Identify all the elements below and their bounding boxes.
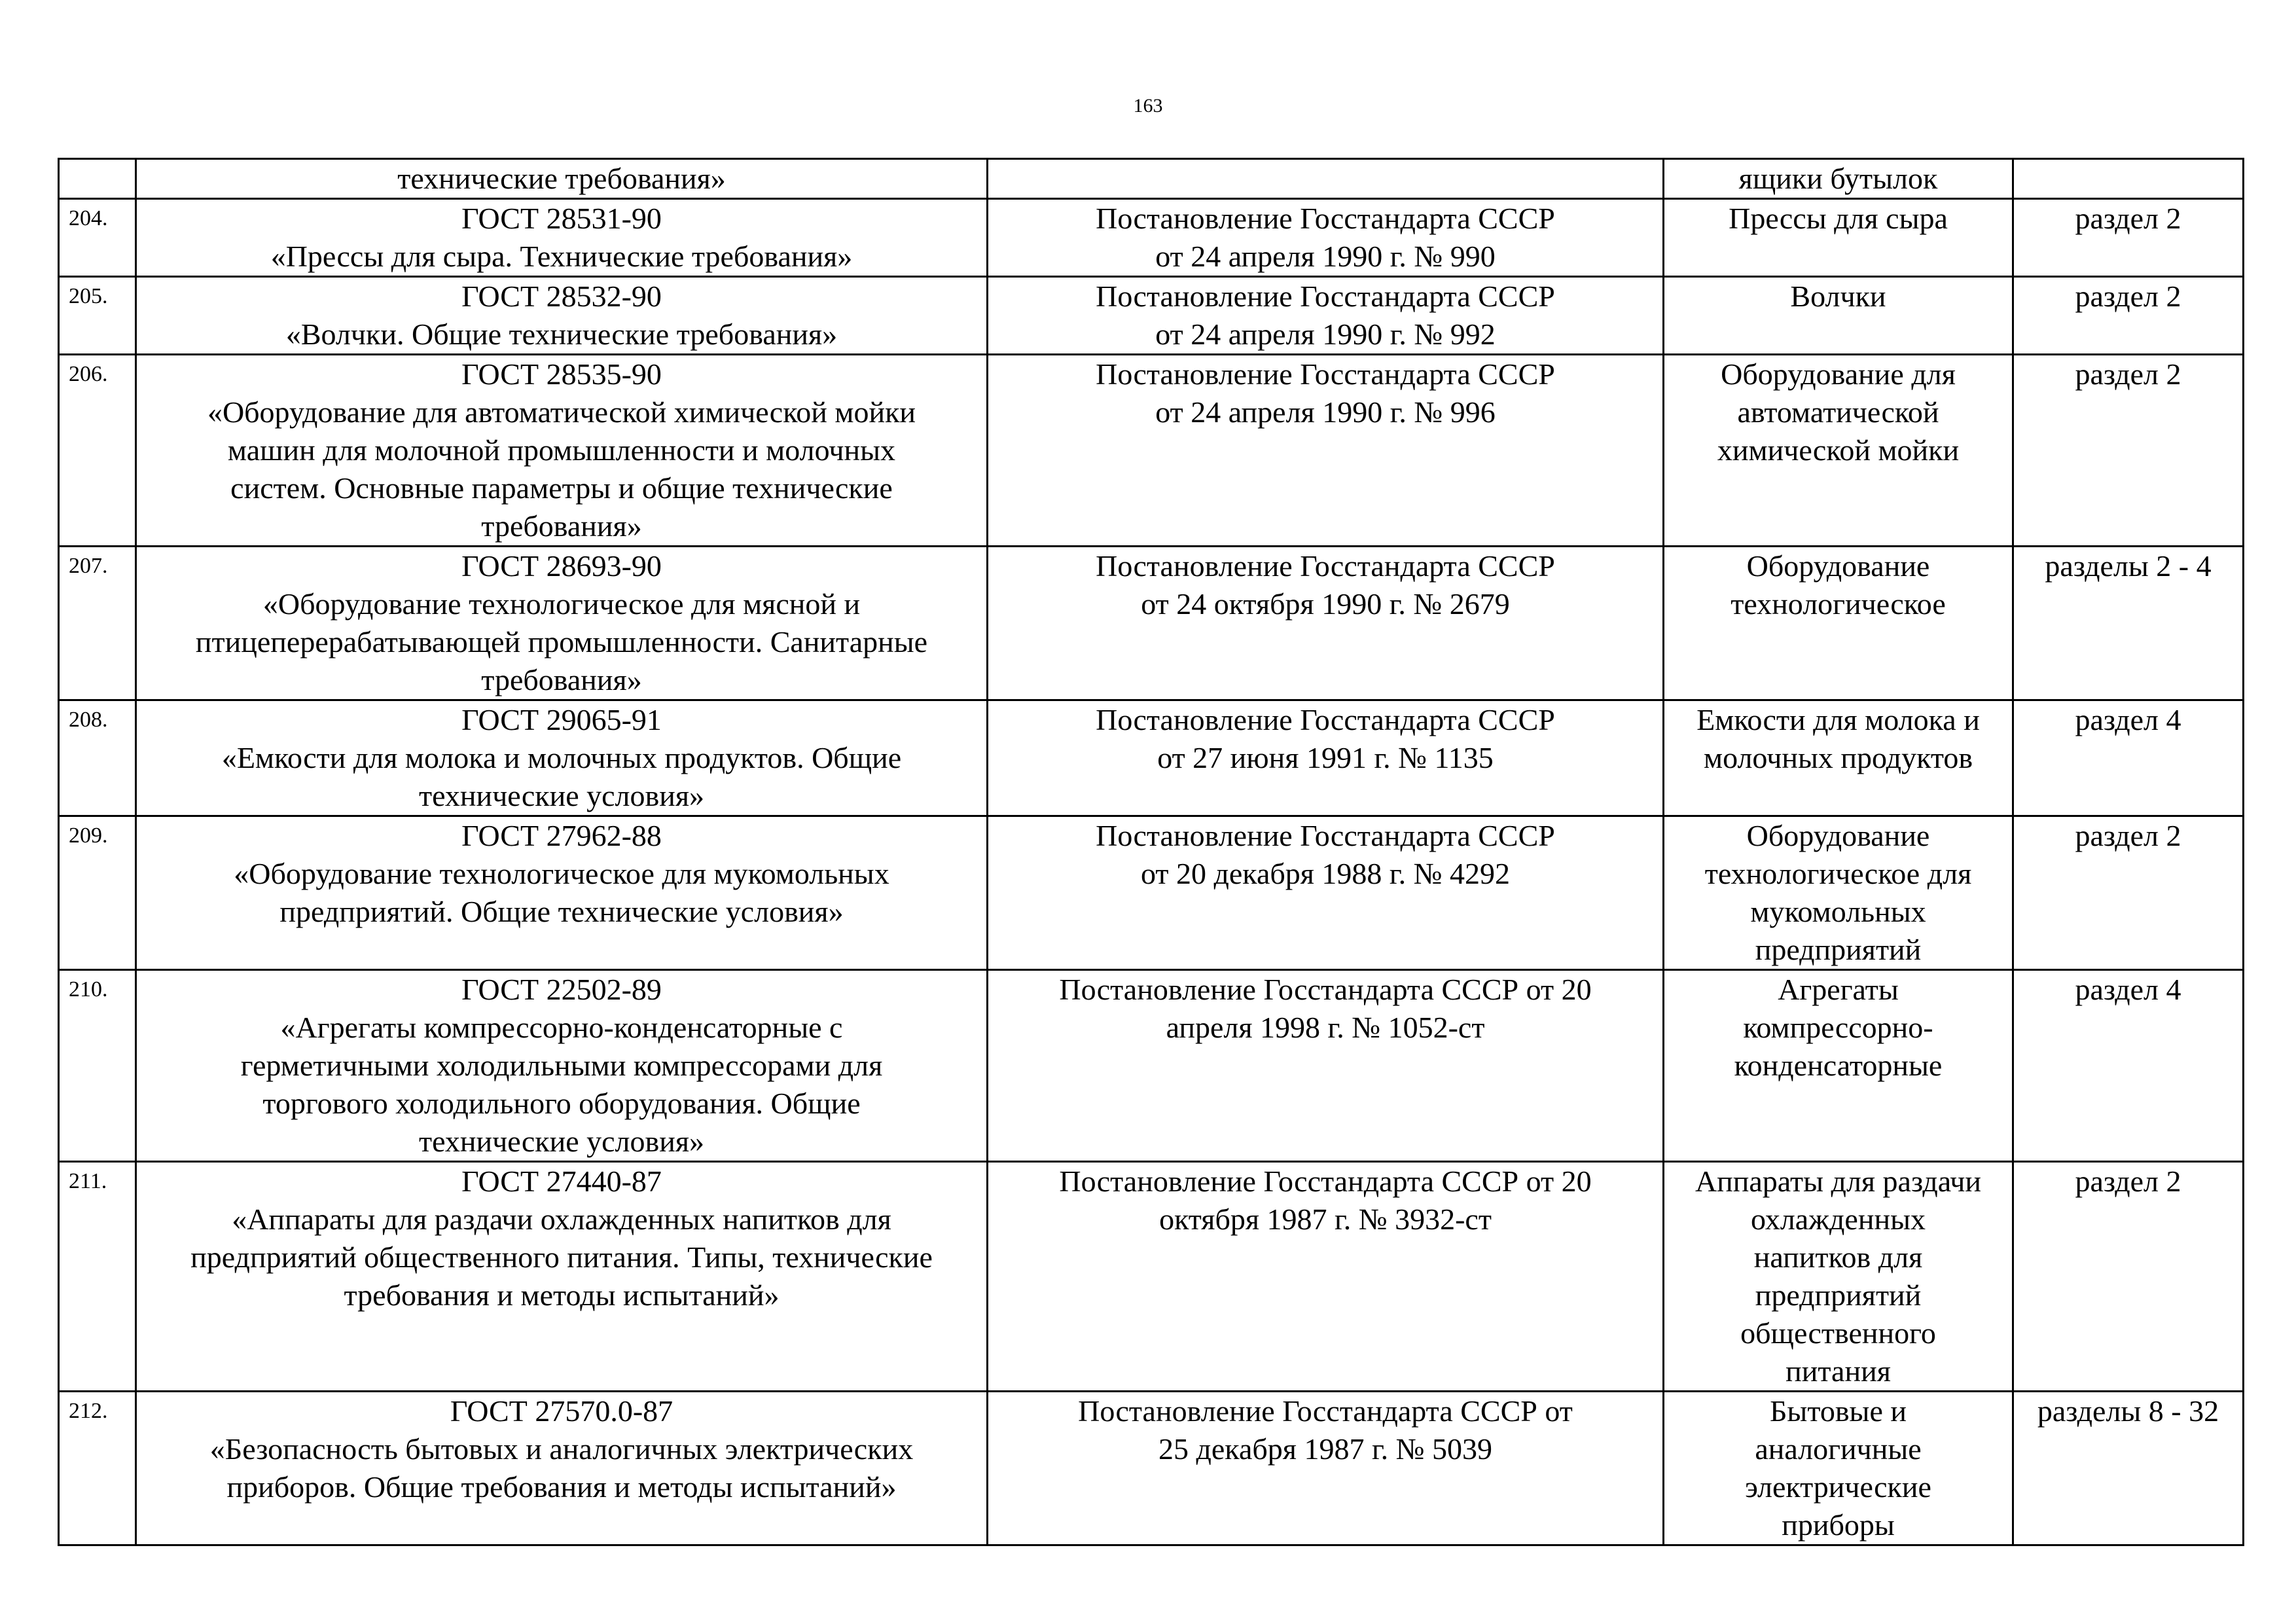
act-line: Постановление Госстандарта СССР от 20 xyxy=(1059,1164,1592,1198)
object-line: молочных продуктов xyxy=(1703,741,1973,774)
table-row xyxy=(59,1162,2244,1392)
standard-title-line: «Емкости для молока и молочных продуктов. Общие xyxy=(221,741,902,774)
act-line: от 20 декабря 1988 г. № 4292 xyxy=(1140,857,1511,890)
object-line: конденсаторные xyxy=(1734,1049,1943,1082)
object-line: электрические xyxy=(1745,1470,1931,1504)
table-row xyxy=(59,547,2244,700)
standard-cell xyxy=(136,970,988,1162)
standard-cell xyxy=(136,816,988,970)
act-line: от 24 октября 1990 г. № 2679 xyxy=(1141,587,1510,621)
standard-cell xyxy=(136,355,988,547)
sections-cell: раздел 2 xyxy=(2013,355,2244,547)
row-number: 208. xyxy=(59,700,136,816)
act-cell xyxy=(988,199,1664,277)
standard-cell xyxy=(136,1162,988,1392)
object-line: химической мойки xyxy=(1717,433,1960,467)
standard-title-line: технические условия» xyxy=(418,1125,704,1158)
standard-title-line: требования» xyxy=(481,509,642,543)
standard-title-line: «Оборудование технологическое для мясной и xyxy=(262,587,861,621)
object-line: Волчки xyxy=(1790,280,1886,313)
standard-code: ГОСТ 28531-90 xyxy=(461,202,662,235)
standard-title-line: технические условия» xyxy=(418,779,704,812)
act-line: от 24 апреля 1990 г. № 992 xyxy=(1155,317,1496,351)
object-cell xyxy=(1664,355,2013,547)
act-line: Постановление Госстандарта СССР xyxy=(1096,280,1555,313)
object-line: аналогичные xyxy=(1755,1432,1922,1466)
act-line: Постановление Госстандарта СССР xyxy=(1096,703,1555,736)
act-cell xyxy=(988,355,1664,547)
act-line: от 24 апреля 1990 г. № 996 xyxy=(1155,395,1496,429)
object-cell xyxy=(1664,199,2013,277)
act-cell xyxy=(988,700,1664,816)
standard-title-line: торгового холодильного оборудования. Общие xyxy=(262,1087,861,1120)
object-line: Прессы для сыра xyxy=(1729,202,1948,235)
object-cell xyxy=(1664,816,2013,970)
standard-code: ГОСТ 29065-91 xyxy=(461,703,662,736)
act-cell xyxy=(988,1162,1664,1392)
sections-cell: раздел 2 xyxy=(2013,199,2244,277)
object-line: автоматической xyxy=(1737,395,1939,429)
row-number: 210. xyxy=(59,970,136,1162)
object-cell xyxy=(1664,1392,2013,1545)
row-number: 206. xyxy=(59,355,136,547)
object-line: Агрегаты xyxy=(1778,973,1899,1006)
standard-title-line: приборов. Общие требования и методы испытаний» xyxy=(226,1470,897,1504)
object-line: Емкости для молока и xyxy=(1696,703,1980,736)
standard-cell xyxy=(136,1392,988,1545)
object-line: Оборудование для xyxy=(1721,357,1956,391)
standard-code: ГОСТ 28535-90 xyxy=(461,357,662,391)
act-cell xyxy=(988,277,1664,355)
act-line: от 27 июня 1991 г. № 1135 xyxy=(1157,741,1494,774)
row-number: 205. xyxy=(59,277,136,355)
act-line: Постановление Госстандарта СССР от 20 xyxy=(1059,973,1592,1006)
page-number: 163 xyxy=(1133,95,1163,117)
standard-title-line: машин для молочной промышленности и молочных xyxy=(227,433,896,467)
act-line: 25 декабря 1987 г. № 5039 xyxy=(1158,1432,1493,1466)
object-line: компрессорно- xyxy=(1743,1011,1933,1044)
standard-title-line: «Агрегаты компрессорно-конденсаторные с xyxy=(280,1011,843,1044)
standard-cell xyxy=(136,199,988,277)
sections-cell: раздел 4 xyxy=(2013,700,2244,816)
standard-cell xyxy=(136,277,988,355)
standard-title-line: «Волчки. Общие технические требования» xyxy=(285,317,838,351)
object-line: Аппараты для раздачи xyxy=(1695,1164,1982,1198)
sections-cell: раздел 2 xyxy=(2013,816,2244,970)
standard-code: ГОСТ 22502-89 xyxy=(461,973,662,1006)
sections-cell: разделы 8 - 32 xyxy=(2013,1392,2244,1545)
table-row xyxy=(59,816,2244,970)
standard-title-line: систем. Основные параметры и общие технические xyxy=(230,471,893,505)
object-line: Оборудование xyxy=(1746,549,1930,583)
act-line: Постановление Госстандарта СССР xyxy=(1096,202,1555,235)
standard-title-line: герметичными холодильными компрессорами для xyxy=(240,1049,883,1082)
standard-title-line: предприятий общественного питания. Типы, технические xyxy=(190,1240,933,1274)
standard-code: ГОСТ 28532-90 xyxy=(461,280,662,313)
standard-title-line: «Оборудование технологическое для мукомольных xyxy=(234,857,889,890)
object-line: технологическое для xyxy=(1704,857,1972,890)
act-cell xyxy=(988,547,1664,700)
standard-title-line: «Безопасность бытовых и аналогичных электрических xyxy=(209,1432,914,1466)
table-row xyxy=(59,1392,2244,1545)
act-line: апреля 1998 г. № 1052-ст xyxy=(1166,1011,1485,1044)
act-cell xyxy=(988,970,1664,1162)
object-line: общественного xyxy=(1740,1316,1936,1350)
object-cell xyxy=(1664,547,2013,700)
sections-cell: раздел 2 xyxy=(2013,277,2244,355)
standard-cell xyxy=(136,547,988,700)
act-line: Постановление Госстандарта СССР xyxy=(1096,549,1555,583)
object-line: напитков для xyxy=(1753,1240,1923,1274)
standard-cell xyxy=(136,700,988,816)
standard-title-line: требования и методы испытаний» xyxy=(344,1278,780,1312)
act-line: Постановление Госстандарта СССР xyxy=(1096,819,1555,852)
object-line: мукомольных xyxy=(1750,895,1926,928)
object-line: питания xyxy=(1785,1354,1891,1388)
standard-code: ГОСТ 27440-87 xyxy=(461,1164,662,1198)
row-number: 209. xyxy=(59,816,136,970)
act-line: октября 1987 г. № 3932-ст xyxy=(1159,1202,1492,1236)
object-line: технологическое xyxy=(1731,587,1946,621)
standard-title-line: «Оборудование для автоматической химической мойки xyxy=(207,395,916,429)
act-cell xyxy=(988,159,1664,199)
sections-cell: разделы 2 - 4 xyxy=(2013,547,2244,700)
object-cell: ящики бутылок xyxy=(1664,159,2013,199)
table-row xyxy=(59,970,2244,1162)
standard-code: ГОСТ 28693-90 xyxy=(461,549,662,583)
act-cell xyxy=(988,1392,1664,1545)
standard-title-line: предприятий. Общие технические условия» xyxy=(279,895,844,928)
standard-cell: технические требования» xyxy=(136,159,988,199)
object-cell xyxy=(1664,970,2013,1162)
standards-table xyxy=(58,158,2244,1546)
sections-cell xyxy=(2013,159,2244,199)
act-line: Постановление Госстандарта СССР xyxy=(1096,357,1555,391)
standard-title-line: «Аппараты для раздачи охлажденных напитков для xyxy=(232,1202,891,1236)
object-line: охлажденных xyxy=(1751,1202,1926,1236)
standard-code: ГОСТ 27570.0-87 xyxy=(450,1394,673,1428)
sections-cell: раздел 2 xyxy=(2013,1162,2244,1392)
object-line: Бытовые и xyxy=(1770,1394,1907,1428)
object-line: приборы xyxy=(1782,1508,1895,1542)
table-row xyxy=(59,199,2244,277)
row-number: 204. xyxy=(59,199,136,277)
act-line: Постановление Госстандарта СССР от xyxy=(1078,1394,1573,1428)
table-row xyxy=(59,700,2244,816)
sections-cell: раздел 4 xyxy=(2013,970,2244,1162)
standard-title-line: «Прессы для сыра. Технические требования» xyxy=(270,240,853,273)
object-line: предприятий xyxy=(1755,933,1922,966)
row-number: 212. xyxy=(59,1392,136,1545)
table-row xyxy=(59,355,2244,547)
act-line: от 24 апреля 1990 г. № 990 xyxy=(1155,240,1496,273)
act-cell xyxy=(988,816,1664,970)
table-row-continuation xyxy=(59,159,2244,199)
object-cell xyxy=(1664,1162,2013,1392)
object-line: предприятий xyxy=(1755,1278,1922,1312)
object-cell xyxy=(1664,277,2013,355)
standard-code: ГОСТ 27962-88 xyxy=(461,819,662,852)
object-line: Оборудование xyxy=(1746,819,1930,852)
table-row xyxy=(59,277,2244,355)
row-number: 211. xyxy=(59,1162,136,1392)
standard-title-line: птицеперерабатывающей промышленности. Санитарные xyxy=(195,625,928,659)
row-number: 207. xyxy=(59,547,136,700)
object-cell xyxy=(1664,700,2013,816)
row-number xyxy=(59,159,136,199)
standard-title-line: требования» xyxy=(481,663,642,696)
